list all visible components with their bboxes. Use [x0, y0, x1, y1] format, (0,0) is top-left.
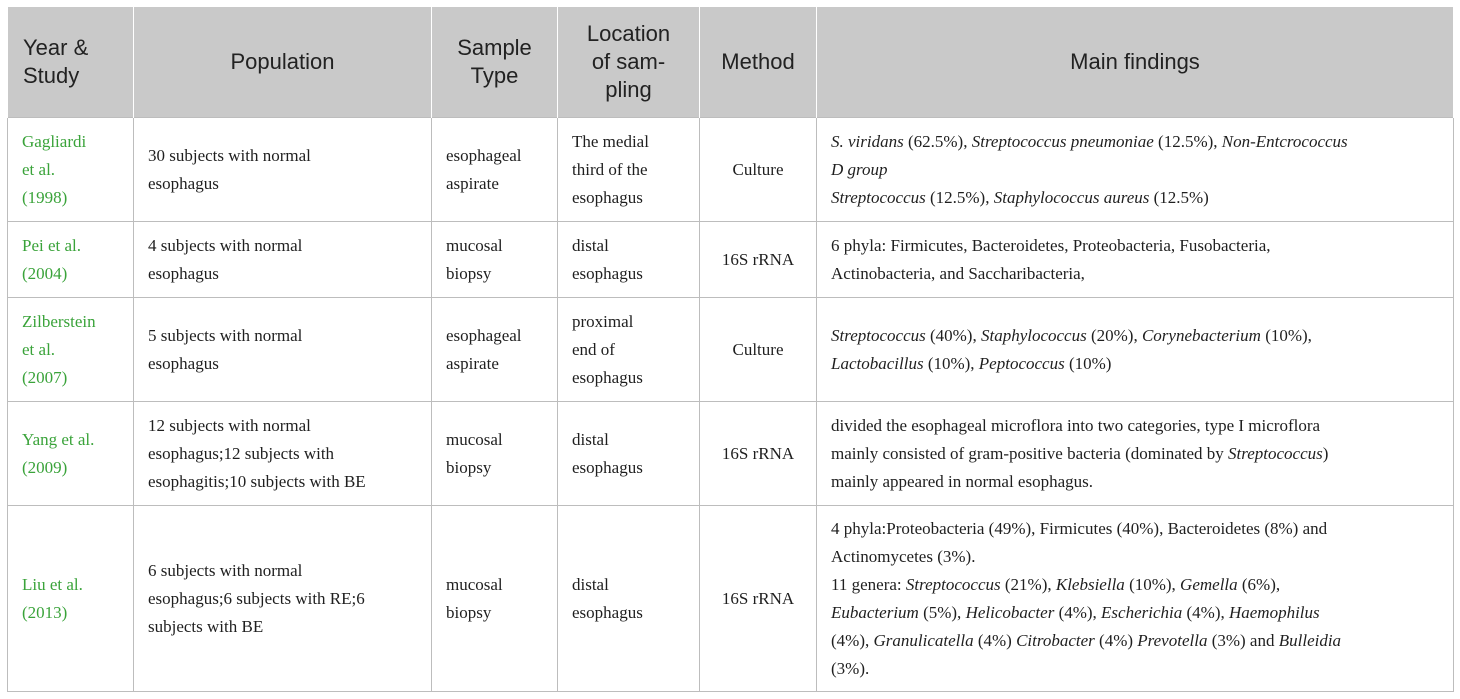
study-cell[interactable]: Zilberstein et al. (2007)	[8, 298, 134, 402]
population-cell: 4 subjects with normal esophagus	[134, 222, 432, 298]
population-cell: 6 subjects with normal esophagus;6 subjects with RE;6 subjects with BE	[134, 506, 432, 692]
study-cell[interactable]: Gagliardi et al. (1998)	[8, 118, 134, 222]
method-cell: 16S rRNA	[700, 222, 817, 298]
location-cell: distal esophagus	[558, 506, 700, 692]
location-cell: proximal end of esophagus	[558, 298, 700, 402]
header-row	[8, 7, 1454, 118]
table-row	[8, 298, 1454, 402]
header-population: Population	[134, 7, 432, 118]
sample-type-cell: mucosal biopsy	[432, 402, 558, 506]
sample-type-cell: esophageal aspirate	[432, 298, 558, 402]
header-year-study: Year & Study	[8, 7, 134, 118]
population-cell: 30 subjects with normal esophagus	[134, 118, 432, 222]
sample-type-cell: mucosal biopsy	[432, 222, 558, 298]
findings-cell: S. viridans (62.5%), Streptococcus pneumoniae (12.5%), Non-Entcrococcus D group Streptococcus (12.5%), Staphylococcus aureus (12.5%)	[817, 118, 1454, 222]
header-location: Location of sam- pling	[558, 7, 700, 118]
studies-table	[7, 7, 1454, 692]
study-cell[interactable]: Pei et al. (2004)	[8, 222, 134, 298]
location-cell: The medial third of the esophagus	[558, 118, 700, 222]
table-row	[8, 222, 1454, 298]
header-sample-type: Sample Type	[432, 7, 558, 118]
method-cell: Culture	[700, 298, 817, 402]
method-cell: Culture	[700, 118, 817, 222]
findings-cell: Streptococcus (40%), Staphylococcus (20%), Corynebacterium (10%), Lactobacillus (10%), Peptococcus (10%)	[817, 298, 1454, 402]
table-row	[8, 506, 1454, 692]
findings-cell: 6 phyla: Firmicutes, Bacteroidetes, Proteobacteria, Fusobacteria, Actinobacteria, and Saccharibacteria,	[817, 222, 1454, 298]
sample-type-cell: esophageal aspirate	[432, 118, 558, 222]
sample-type-cell: mucosal biopsy	[432, 506, 558, 692]
location-cell: distal esophagus	[558, 402, 700, 506]
table-row	[8, 118, 1454, 222]
population-cell: 5 subjects with normal esophagus	[134, 298, 432, 402]
findings-cell: divided the esophageal microflora into two categories, type I microflora mainly consisted of gram-positive bacteria (dominated by Streptococcus) mainly appeared in normal esophagus.	[817, 402, 1454, 506]
method-cell: 16S rRNA	[700, 506, 817, 692]
location-cell: distal esophagus	[558, 222, 700, 298]
method-cell: 16S rRNA	[700, 402, 817, 506]
header-main-findings: Main findings	[817, 7, 1454, 118]
study-cell[interactable]: Yang et al. (2009)	[8, 402, 134, 506]
study-cell[interactable]: Liu et al. (2013)	[8, 506, 134, 692]
header-method: Method	[700, 7, 817, 118]
findings-cell: 4 phyla:Proteobacteria (49%), Firmicutes (40%), Bacteroidetes (8%) and Actinomycetes (3%). 11 genera: Streptococcus (21%), Klebsiella (10%), Gemella (6%), Eubacterium (5%), Helicobacter (4%), Escherichia (4%), Haemophilus (4%), Granulicatella (4%) Citrobacter (4%) Prevotella (3%) and Bulleidia (3%).	[817, 506, 1454, 692]
population-cell: 12 subjects with normal esophagus;12 subjects with esophagitis;10 subjects with BE	[134, 402, 432, 506]
table-row	[8, 402, 1454, 506]
